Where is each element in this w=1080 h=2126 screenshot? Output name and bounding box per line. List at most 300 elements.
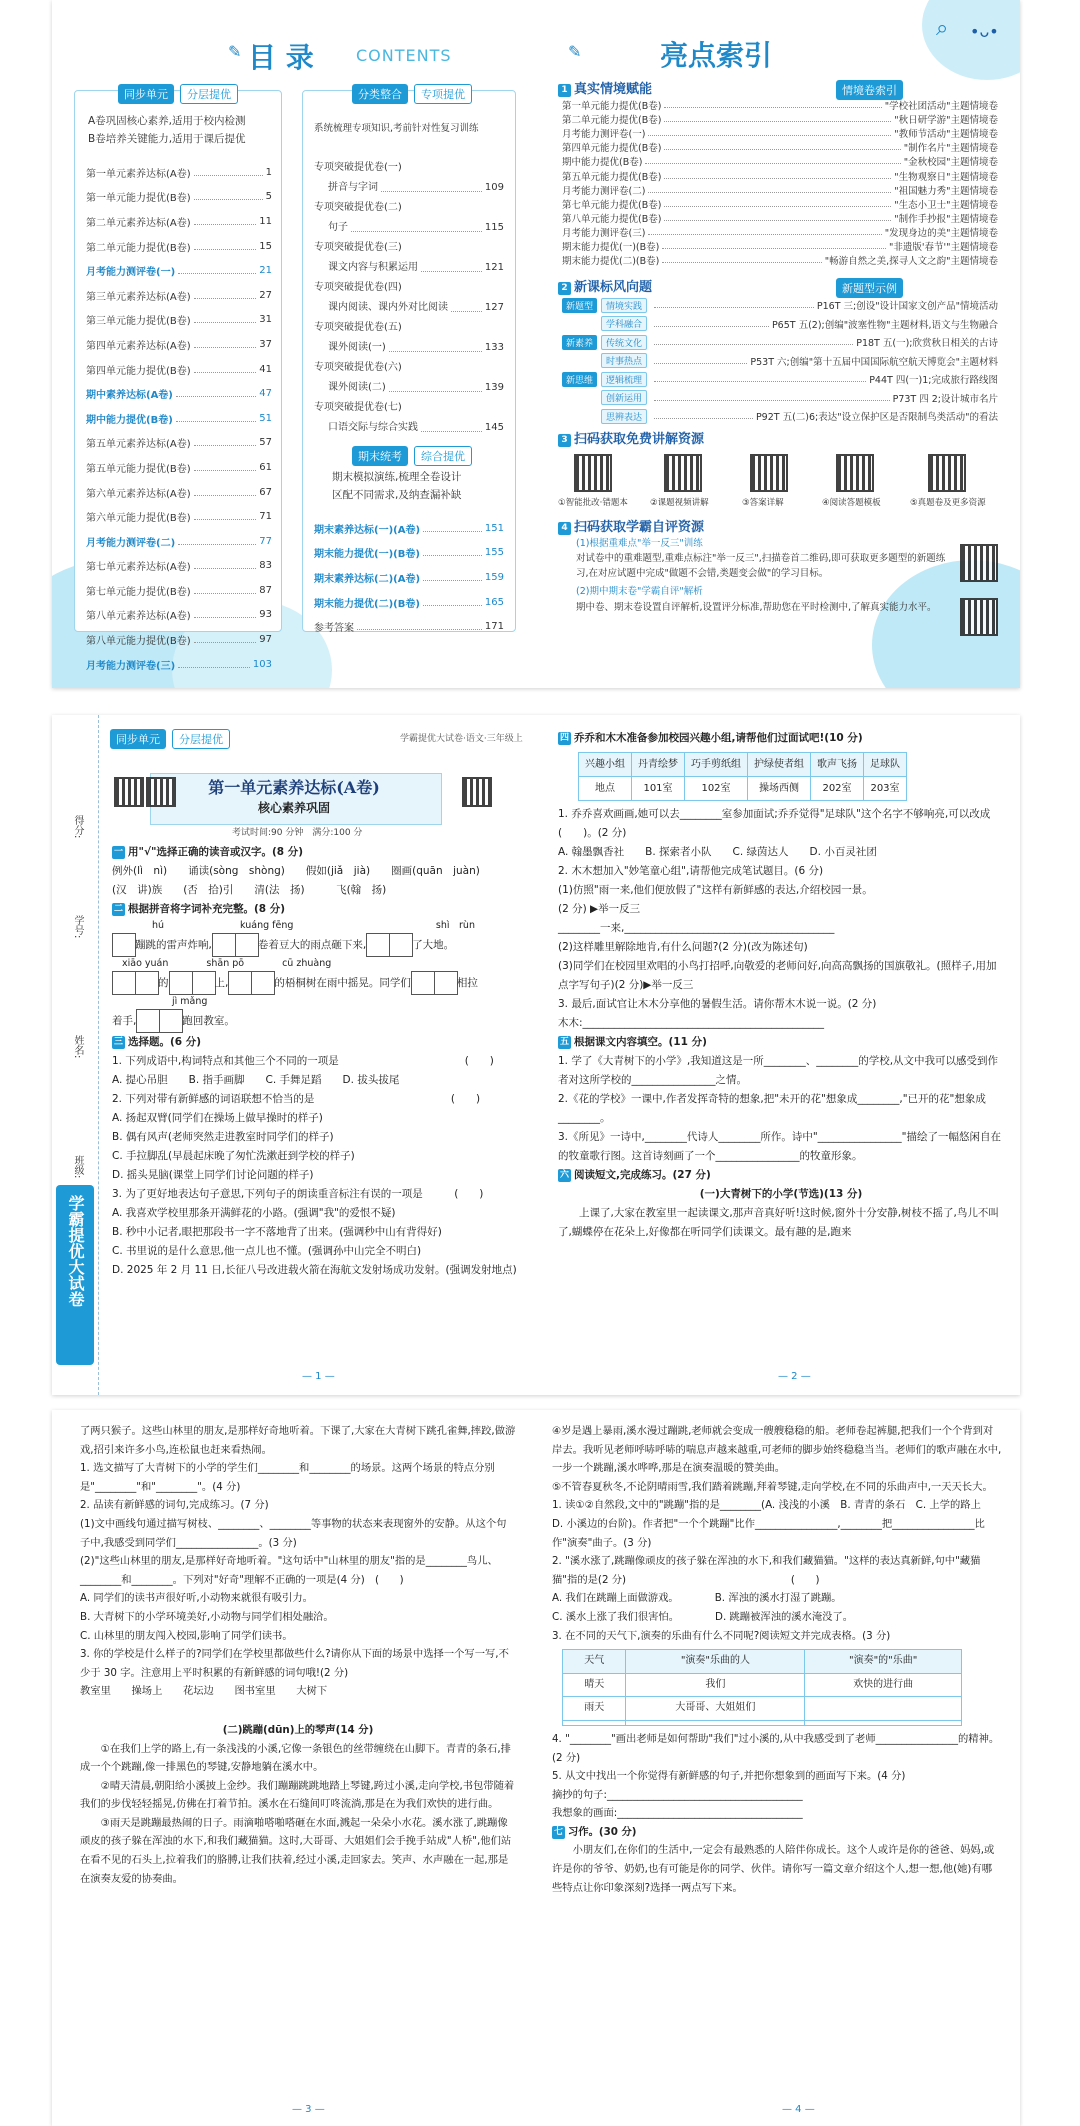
sheet-exam-pages-1-2: [52, 715, 1020, 1395]
fill-text: 跑回教室。: [182, 1015, 235, 1027]
question-line: ________一来,________________________________________: [558, 922, 835, 934]
scene-exam-name: 期中能力提优(B卷): [562, 157, 643, 169]
toc-item-title: 专项突破提优卷(七): [314, 402, 402, 413]
question-line: 5. 从文中找出一个你觉得有新鲜感的句子,并把你想象到的画面写下来。(4 分): [552, 1770, 906, 1783]
table-cell: "演奏"的"乐曲": [805, 1650, 962, 1674]
highlights-title: 亮点索引: [660, 39, 773, 72]
toc-row[interactable]: [86, 529, 272, 554]
toc-page-number: 77: [259, 535, 272, 547]
badge-final-comp: 综合提优: [414, 446, 472, 466]
scene-index-row[interactable]: [562, 183, 998, 197]
toc-page-number: 87: [259, 584, 272, 596]
qr-label: ③答案详解: [742, 498, 784, 508]
exam-title: 第一单元素养达标(A卷): [208, 778, 380, 797]
scene-exam-name: 月考能力测评卷(一): [562, 129, 646, 141]
toc-row[interactable]: [86, 332, 272, 357]
question-line: 1. 学了《大青树下的小学》,我知道这是一所________、________的学校,从文中我可以感受到作者对这所学校的________________之情。: [558, 1055, 999, 1086]
page-number: — 1 —: [302, 1371, 335, 1382]
toc-page-number: 97: [259, 634, 272, 646]
new-type-row[interactable]: [562, 352, 998, 371]
toc-page-number: 5: [265, 191, 272, 203]
scene-leader: [662, 243, 886, 249]
self-eval-item2-text: 期中卷、期末卷设置自评解析,设置评分标准,帮助您在平时检测中,了解真实能力水平。: [576, 602, 937, 613]
scene-leader: [664, 215, 891, 221]
essay-prompt: 小朋友们,在你们的生活中,一定会有最熟悉的人陪伴你成长。这个人或许是你的爸爸、妈妈,或许是你的爷爷、奶奶,也有可能是你的同学、伙伴。请你写一篇文章介绍这个人,想一想,他(她)有哪些特点让你印象深刻?选择一两点写下来。: [552, 1844, 995, 1894]
scene-exam-name: 期末能力提优(二)(B卷): [562, 256, 660, 268]
toc-item-title: 课外阅读(一): [328, 342, 386, 353]
toc-row[interactable]: [86, 160, 272, 185]
scene-exam-name: 月考能力测评卷(三): [562, 227, 646, 239]
toc-leader: [194, 193, 263, 200]
toc-page-number: 11: [259, 215, 272, 227]
new-type-leader: [654, 413, 753, 419]
scene-theme: "畅游自然之美,探寻人文之韵"主题情境卷: [824, 256, 998, 268]
question-line: (1)仿照"雨一来,他们便放假了"这样有新鲜感的表达,介绍校园一景。: [558, 884, 873, 896]
qr-code-icon[interactable]: [750, 454, 788, 492]
toc-item-title: 第七单元能力提优(B卷): [86, 586, 191, 598]
scene-index-row[interactable]: [562, 168, 998, 182]
fill-text: 的: [158, 977, 169, 989]
toc-row[interactable]: [86, 185, 272, 210]
answer-box[interactable]: [366, 933, 390, 957]
reading-paragraph: 上课了,大家在教室里一起读课文,那声音真好听!这时候,窗外十分安静,树枝不摇了,鸟儿不叫了,蝴蝶停在花朵上,好像都在听同学们读课文。最有趣的是,跑来: [558, 1207, 999, 1238]
toc-leader: [194, 292, 257, 299]
question-line: C. 手拉脚乱(早晨起床晚了匆忙洗漱赶到学校的样子): [112, 1150, 355, 1162]
toc-item-title: 课文内容与积累运用: [328, 262, 418, 273]
answer-box[interactable]: [228, 971, 252, 995]
question-line: 木木:______________________________________________: [558, 1017, 825, 1029]
table-cell: 兴趣小组: [579, 753, 632, 777]
question-text: 根据拼音将字词补充完整。(8 分): [128, 903, 286, 915]
toc-leader: [389, 345, 482, 352]
toc-page-number: 155: [484, 547, 504, 559]
cloud-face-icon: •ᴗ•: [970, 22, 999, 41]
question-line: A. 我喜欢学校里那条开满鲜花的小路。(强调"我"的爱恨不疑): [112, 1207, 396, 1219]
question-line: 2.《花的学校》一课中,作者发挥奇特的想象,把"未开的花"想象成________,"已开的花"想象成________。: [558, 1093, 986, 1124]
question-line: C. 溪水上涨了我们很害怕。 D. 跳蹦被浑浊的溪水淹没了。: [552, 1610, 854, 1623]
toc-row[interactable]: [314, 258, 504, 278]
toc-row[interactable]: [86, 603, 272, 628]
toc-leader: [451, 305, 482, 312]
toc-item-title: 期中能力提优(B卷): [86, 414, 173, 426]
toc-row[interactable]: [314, 590, 504, 615]
new-type-kind: 逻辑梳理: [601, 372, 647, 387]
scene-theme: "发现身边的美"主题情境卷: [884, 227, 998, 239]
sheet-exam-pages-3-4: [52, 1410, 1020, 2126]
question-line: 2. "溪水涨了,跳蹦像顽皮的孩子躲在浑浊的水下,和我们藏猫猫。"这样的表达真新鲜,句中"藏猫猫"指的是(2 分) ( ): [552, 1555, 981, 1586]
exam-subtitle: 核心素养巩固: [257, 801, 330, 815]
toc-page-number: 57: [259, 437, 272, 449]
scene-leader: [664, 201, 891, 207]
toc-row[interactable]: [86, 308, 272, 333]
answer-box[interactable]: [159, 1009, 183, 1033]
toc-page-number: 47: [259, 388, 272, 400]
toc-item-title: 第三单元素养达标(A卷): [86, 291, 191, 303]
toc-row[interactable]: [314, 398, 504, 418]
new-type-group: 新题型: [562, 298, 597, 313]
toc-item-title: 专项突破提优卷(三): [314, 242, 402, 253]
new-type-row[interactable]: [562, 370, 998, 389]
section-title: 真实情境赋能: [574, 82, 653, 97]
answer-box[interactable]: [389, 933, 413, 957]
answer-box[interactable]: [212, 933, 236, 957]
scene-theme: "制作手抄报"主题情境卷: [894, 213, 998, 225]
toc-row[interactable]: [86, 406, 272, 431]
toc-row[interactable]: [314, 338, 504, 358]
toc-row[interactable]: [314, 158, 504, 178]
reading-paragraph: ①在我们上学的路上,有一条浅浅的小溪,它像一条银色的丝带缠绕在山脚下。青青的条石,排成一个个跳蹦,像一排黑色的琴键,安静地躺在溪水中。: [80, 1742, 511, 1774]
toc-page-number: 37: [259, 338, 272, 350]
toc-page-number: 31: [259, 314, 272, 326]
exam-meta: 考试时间:90 分钟 满分:100 分: [232, 828, 363, 838]
toc-leader: [178, 661, 250, 668]
question-text: 阅读短文,完成练习。(27 分): [574, 1169, 711, 1181]
left-page-questions: [80, 1422, 516, 1888]
toc-row[interactable]: [86, 480, 272, 505]
qr-code-icon[interactable]: [146, 777, 176, 807]
qr-code-icon[interactable]: [928, 454, 966, 492]
brand-strip: [56, 1185, 94, 1365]
toc-item-title: 第二单元能力提优(B卷): [86, 242, 191, 254]
toc-page-number: 61: [259, 461, 272, 473]
question-line: (2 分) ▶举一反三: [558, 903, 641, 915]
toc-final-list: [314, 516, 504, 639]
toc-row[interactable]: [314, 198, 504, 218]
scene-leader: [664, 144, 900, 150]
toc-row[interactable]: [86, 357, 272, 382]
right-items: [552, 1422, 1002, 1645]
toc-leader: [194, 489, 257, 496]
toc-leader: [357, 623, 482, 630]
section-title: 新课标风向题: [574, 280, 653, 295]
scene-index-list: [562, 98, 998, 267]
scene-theme: "非遗版'春节'"主题情境卷: [889, 241, 998, 253]
toc-item-title: 专项突破提优卷(一): [314, 162, 402, 173]
new-type-group: 新素养: [562, 335, 597, 350]
toc-leader: [194, 464, 257, 471]
section2-heading: [558, 276, 652, 295]
toc-item-title: 第一单元能力提优(B卷): [86, 193, 191, 205]
new-type-group: 新思维: [562, 372, 597, 387]
toc-row[interactable]: [86, 381, 272, 406]
table-cell: 足球队: [864, 753, 907, 777]
qr-code-icon[interactable]: [574, 454, 612, 492]
badge-classify: 分类整合: [352, 84, 408, 104]
new-type-list: [562, 296, 998, 426]
toc-item-title: 期末素养达标(二)(A卷): [314, 573, 421, 585]
answer-box[interactable]: [135, 971, 159, 995]
scene-index-row[interactable]: [562, 197, 998, 211]
question-line: A. 翰墨飘香社 B. 探索者小队 C. 绿茵达人 D. 小百灵社团: [558, 846, 877, 858]
self-eval-item1-text: 对试卷中的重难题型,重难点标注"举一反三",扫描卷首二维码,即可获取更多题型的新题练习,在对应试题中完成"做题不会错,类题变会做"的学习目标。: [576, 553, 946, 579]
question-line: 我想象的画面:____________________________________: [552, 1807, 803, 1820]
toc-item-title: 第五单元能力提优(B卷): [86, 463, 191, 475]
new-type-kind: 情境实践: [601, 298, 647, 313]
question-line: (1)文中画线句通过描写树枝、________、________等事物的状态来表现窗外的安静。从这个句子中,我感受到同学们________________。(3 分): [80, 1517, 507, 1549]
answer-box[interactable]: [192, 971, 216, 995]
scene-exam-name: 第五单元能力提优(B卷): [562, 171, 662, 183]
class-label: 班级:: [72, 1155, 83, 1179]
question-line: C. 书里说的是什么意思,他一点儿也不懂。(强调孙中山完全不明白): [112, 1245, 422, 1257]
new-type-ref: P44T 四(一)1;完成旅行路线图: [869, 375, 998, 387]
question-line: (2)这样雕里解除地肯,有什么问题?(2 分)(改为陈述句): [558, 941, 808, 953]
toc-row[interactable]: [314, 358, 504, 378]
question-line: D. 2025 年 2 月 11 日,长征八号改进载火箭在海航文发射场成功发射。(强调发射地点): [112, 1264, 517, 1276]
qr-code-icon[interactable]: [960, 598, 998, 636]
table-cell: 202室: [811, 777, 864, 801]
answer-box[interactable]: [136, 1009, 160, 1033]
scene-theme: "金秋校园"主题情境卷: [903, 157, 998, 169]
scene-index-row[interactable]: [562, 140, 998, 154]
toc-item-title: 期末能力提优(一)(B卷): [314, 549, 420, 561]
table-cell: 大哥哥、大姐姐们: [626, 1697, 805, 1721]
answer-box[interactable]: [235, 933, 259, 957]
fill-text: 的梧桐树在雨中摇晃。同学们: [274, 977, 411, 989]
new-type-row[interactable]: [562, 315, 998, 334]
page-number: — 2 —: [778, 1371, 811, 1382]
scene-index-row[interactable]: [562, 225, 998, 239]
answer-box[interactable]: [251, 971, 275, 995]
fill-text: 蹦跳的雷声炸响,: [135, 939, 212, 951]
question-text: 根据课文内容填空。(11 分): [574, 1036, 707, 1048]
scene-theme: "祖国魅力秀"主题情境卷: [894, 185, 998, 197]
new-type-leader: [654, 302, 814, 308]
fill-text: 卷着豆大的雨点砸下来,: [257, 939, 367, 951]
question-line: 3.《所见》一诗中,________代诗人________所作。诗中"________________"描绘了一幅悠闲自在的牧童歌行图。这首诗刻画了一个________________的牧童形象。: [558, 1131, 1002, 1162]
toc-row[interactable]: [314, 218, 504, 238]
sheet-contents-highlights: [52, 0, 1020, 688]
toc-item-title: 期末能力提优(二)(B卷): [314, 598, 420, 610]
toc-page-number: 133: [484, 342, 504, 353]
new-type-ref: P18T 五(一);欣赏秋日相关的古诗: [856, 338, 998, 350]
toc-row[interactable]: [86, 578, 272, 603]
question-4: [558, 729, 1004, 748]
self-eval-item1-title: (1)根据重难点"举一反三"训练: [576, 538, 703, 549]
new-type-kind: 学科融合: [601, 316, 647, 331]
question-5-items: [558, 1052, 1004, 1166]
new-type-row[interactable]: [562, 333, 998, 352]
toc-leader: [194, 439, 257, 446]
qr-code-icon[interactable]: [462, 777, 492, 807]
toc-row[interactable]: [314, 278, 504, 298]
question-line: A. 扬起双臂(同学们在操场上做早操时的样子): [112, 1112, 323, 1124]
answer-box[interactable]: [434, 971, 458, 995]
scene-index-row[interactable]: [562, 98, 998, 112]
scene-index-row[interactable]: [562, 239, 998, 253]
toc-item-title: 拼音与字词: [328, 182, 378, 193]
toc-leader: [423, 599, 482, 606]
toc-item-title: 月考能力测评卷(一): [86, 267, 176, 279]
scene-index-row[interactable]: [562, 112, 998, 126]
toc-row[interactable]: [86, 504, 272, 529]
toc-row[interactable]: [314, 541, 504, 566]
toc-page-number: 51: [259, 412, 272, 424]
toc-leader: [178, 267, 256, 274]
toc-row[interactable]: [86, 652, 272, 677]
toc-item-title: 月考能力测评卷(三): [86, 660, 176, 672]
scene-exam-name: 期末能力提优(一)(B卷): [562, 241, 660, 253]
scene-index-row[interactable]: [562, 154, 998, 168]
toc-row[interactable]: [314, 565, 504, 590]
pencil-icon: ✎: [568, 42, 582, 61]
scene-index-row[interactable]: [562, 211, 998, 225]
toc-row[interactable]: [86, 234, 272, 259]
highlights-page: [536, 0, 1020, 688]
answer-box[interactable]: [169, 971, 193, 995]
fill-text: 上,: [214, 977, 229, 989]
intro-line: 区配不同需求,及纳查漏补缺: [332, 489, 462, 501]
toc-page-number: 165: [484, 596, 504, 608]
toc-item-title: 句子: [328, 222, 348, 233]
question-number: 四: [559, 733, 569, 743]
table-cell: 欢快的进行曲: [805, 1673, 962, 1697]
score-label: 得分:: [72, 815, 83, 839]
toc-page-number: 41: [259, 363, 272, 375]
scene-exam-name: 第八单元能力提优(B卷): [562, 213, 662, 225]
qr-code-icon[interactable]: [664, 454, 702, 492]
toc-item-title: 第六单元素养达标(A卷): [86, 488, 191, 500]
toc-row[interactable]: [86, 283, 272, 308]
toc-leader: [421, 425, 482, 432]
table-row: [579, 753, 907, 777]
question-line: 3. 为了更好地表达句子意思,下列句子的朗读重音标注有误的一项是 ( ): [112, 1188, 484, 1200]
new-type-ref: P16T 三;创设"设计国家文创产品"情境活动: [816, 301, 998, 313]
question-text: 用"√"选择正确的读音或汉字。(8 分): [128, 846, 304, 858]
question-2: [112, 900, 532, 919]
toc-leader: [194, 218, 257, 225]
scene-exam-name: 第四单元能力提优(B卷): [562, 143, 662, 155]
question-6: [558, 1166, 1004, 1185]
table-cell: 晴天: [563, 1673, 626, 1697]
toc-row[interactable]: [314, 298, 504, 318]
toc-item-title: 期中素养达标(A卷): [86, 390, 173, 402]
table-cell: 101室: [632, 777, 685, 801]
toc-row[interactable]: [314, 516, 504, 541]
table-cell: 雨天: [563, 1697, 626, 1721]
toc-row[interactable]: [314, 178, 504, 198]
toc-item-title: 第四单元能力提优(B卷): [86, 365, 191, 377]
new-type-row[interactable]: [562, 389, 998, 408]
toc-leader: [194, 587, 257, 594]
table-cell: 地点: [579, 777, 632, 801]
scene-index-row[interactable]: [562, 126, 998, 140]
question-number: 一: [113, 847, 123, 857]
right-items-2: [552, 1730, 1002, 1823]
question-4-items: [558, 805, 1004, 1033]
question-line: 1. 读①②自然段,文中的"跳蹦"指的是________(A. 浅浅的小溪 B. 青青的条石 C. 上学的路上 D. 小溪边的台阶)。作者把"一个个跳蹦"比作________________,________把________________比作"演奏"曲子。(3 分): [552, 1499, 992, 1549]
toc-page-number: 71: [259, 511, 272, 523]
page-number: — 3 —: [292, 2104, 325, 2115]
question-line: 3. 你的学校是什么样子的?同学们在学校里都做些什么?请你从下面的场景中选择一个写一写,不少于 30 字。注意用上平时积累的有新鲜感的词句哦!(2 分): [80, 1648, 509, 1679]
question-text: 选择题。(6 分): [128, 1036, 202, 1048]
left-page-questions: [112, 843, 532, 1280]
qr-label: ④阅读答题模板: [822, 498, 881, 508]
table-cell: [805, 1720, 962, 1725]
toc-row[interactable]: [314, 318, 504, 338]
section-title: 扫码获取免费讲解资源: [574, 432, 705, 447]
toc-row[interactable]: [86, 554, 272, 579]
toc-item-title: 专项突破提优卷(五): [314, 322, 402, 333]
qr-code-icon[interactable]: [960, 544, 998, 582]
answer-box[interactable]: [112, 971, 136, 995]
answer-box[interactable]: [112, 933, 136, 957]
table-cell: 歌声飞扬: [811, 753, 864, 777]
toc-page-number: 145: [484, 422, 504, 433]
scene-exam-name: 第一单元能力提优(B卷): [562, 101, 662, 113]
new-type-kind: 思辨表达: [601, 409, 647, 424]
toc-row[interactable]: [314, 238, 504, 258]
scene-leader: [664, 102, 881, 108]
scene-index-row[interactable]: [562, 253, 998, 267]
question-line: (3)同学们在校园里欢唱的小鸟打招呼,向敬爱的老师问好,向高高飘扬的国旗敬礼。(照样子,用加点字写句子)(2 分)▶举一反三: [558, 960, 997, 991]
toc-page-number: 83: [259, 560, 272, 572]
badge-layer: 分层提优: [180, 84, 238, 104]
badge-new-type: 新题型示例: [836, 278, 903, 298]
question-line: 1. 乔乔喜欢画画,她可以去________室参加面试;乔乔觉得"足球队"这个名字不够响亮,可以改成( )。(2 分): [558, 808, 991, 839]
toc-page-number: 67: [259, 486, 272, 498]
toc-sync-list: [86, 160, 272, 676]
scene-leader: [648, 187, 891, 193]
table-row: [563, 1673, 962, 1697]
toc-row[interactable]: [314, 614, 504, 639]
question-line: 摘抄的句子:______________________________________: [552, 1788, 803, 1801]
toc-item-title: 第二单元素养达标(A卷): [86, 217, 191, 229]
toc-item-title: 课外阅读(二): [328, 382, 386, 393]
pinyin-line: xiāo yuán shān pō cū zhuàng: [122, 958, 332, 969]
question-1: [112, 843, 532, 862]
question-7: [552, 1823, 1002, 1842]
new-type-leader: [654, 339, 853, 345]
table-row: [563, 1697, 962, 1721]
toc-row[interactable]: [86, 258, 272, 283]
toc-row[interactable]: [314, 378, 504, 398]
toc-item-title: 课内阅读、课内外对比阅读: [328, 302, 448, 313]
qr-code-icon[interactable]: [114, 777, 144, 807]
toc-row[interactable]: [314, 418, 504, 438]
toc-page-number: 139: [484, 382, 504, 393]
question-number: 三: [113, 1037, 123, 1047]
badge-final: 期末统考: [352, 446, 408, 466]
toc-leader: [178, 538, 256, 545]
question-line: D. 摇头晃脑(课堂上同学们讨论问题的样子): [112, 1169, 314, 1181]
answer-box[interactable]: [411, 971, 435, 995]
special-intro: 系统梳理专项知识,考前针对性复习训练: [314, 123, 479, 134]
new-type-row[interactable]: [562, 296, 998, 315]
question-line: B. 大青树下的小学环境美好,小动物与同学们相处融洽。: [80, 1610, 334, 1623]
table-cell: [626, 1720, 805, 1725]
toc-item-title: 第四单元素养达标(A卷): [86, 340, 191, 352]
toc-row[interactable]: [86, 627, 272, 652]
toc-page-number: 27: [259, 289, 272, 301]
toc-leader: [194, 243, 257, 250]
fill-text: 了大地。: [412, 939, 455, 951]
badge-sync: 同步单元: [110, 729, 166, 749]
fill-line: [112, 933, 532, 957]
pencil-icon: ✎: [228, 42, 242, 61]
toc-row[interactable]: [86, 209, 272, 234]
toc-page-number: 109: [484, 182, 504, 193]
toc-row[interactable]: [86, 431, 272, 456]
question-text: 习作。(30 分): [568, 1825, 637, 1838]
new-type-row[interactable]: [562, 407, 998, 426]
table-cell: "演奏"乐曲的人: [626, 1650, 805, 1674]
toc-leader: [194, 611, 257, 618]
toc-row[interactable]: [86, 455, 272, 480]
qr-code-icon[interactable]: [836, 454, 874, 492]
toc-special-list: [314, 158, 504, 438]
toc-page-number: 15: [259, 240, 272, 252]
question-line: (2)"这些山林里的朋友,是那样好奇地听着。"这句话中"山林里的朋友"指的是________鸟儿、________和________。下列对"好奇"理解不正确的一项是(4 分) ( ): [80, 1555, 498, 1586]
